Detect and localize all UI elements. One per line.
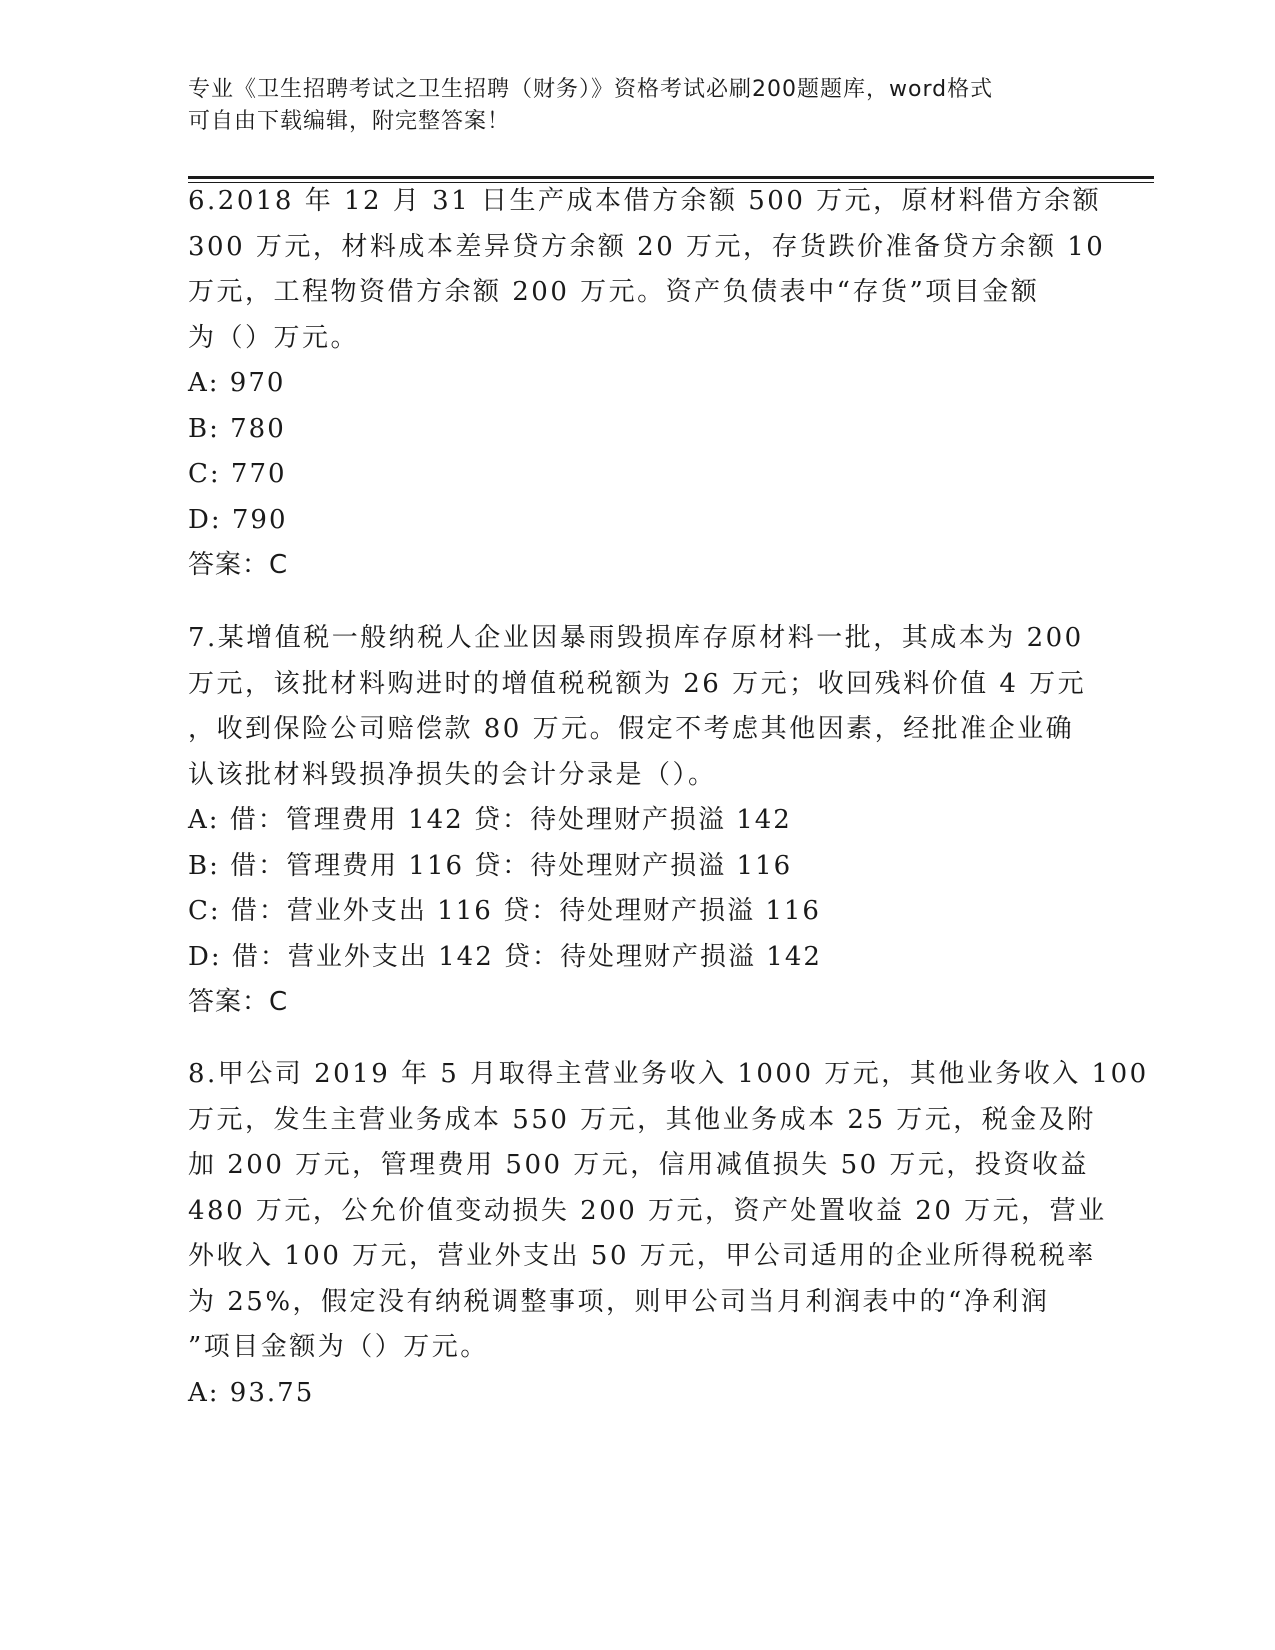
option-c: C: 借：营业外支出 116 贷：待处理财产损溢 116 <box>188 896 821 926</box>
answer-label: 答案：C <box>188 550 289 580</box>
question-text-line: 为（）万元。 <box>188 322 360 353</box>
question-8 <box>188 1052 1149 1416</box>
option-a: A: 970 <box>188 368 286 398</box>
question-text-line: 480 万元，公允价值变动损失 200 万元，资产处置收益 20 万元，营业 <box>188 1195 1107 1226</box>
option-d: D: 790 <box>188 504 288 535</box>
question-7 <box>188 616 1088 1026</box>
header-line-1: 专业《卫生招聘考试之卫生招聘（财务）》资格考试必刷200题题库，word格式 <box>188 77 994 102</box>
question-text-line: ，收到保险公司赔偿款 80 万元。假定不考虑其他因素，经批准企业确 <box>188 714 1075 744</box>
header-line-2: 可自由下载编辑，附完整答案！ <box>188 109 511 134</box>
question-text-line: 万元，工程物资借方余额 200 万元。资产负债表中“存货”项目金额 <box>188 277 1040 307</box>
question-text-line: 万元，发生主营业务成本 550 万元，其他业务成本 25 万元，税金及附 <box>188 1104 1096 1135</box>
option-d: D: 借：营业外支出 142 贷：待处理财产损溢 142 <box>188 941 822 972</box>
option-b: B: 借：管理费用 116 贷：待处理财产损溢 116 <box>188 850 793 881</box>
question-text-line: 6.2018 年 12 月 31 日生产成本借方余额 500 万元，原材料借方余额 <box>188 186 1102 216</box>
question-text-line: 7.某增值税一般纳税人企业因暴雨毁损库存原材料一批，其成本为 200 <box>188 623 1084 653</box>
question-text-line: 为 25%，假定没有纳税调整事项，则甲公司当月利润表中的“净利润 <box>188 1286 1050 1317</box>
question-text-line: 8.甲公司 2019 年 5 月取得主营业务收入 1000 万元，其他业务收入 100 <box>188 1059 1149 1089</box>
question-text-line: ”项目金额为（）万元。 <box>188 1332 489 1362</box>
question-text-line: 外收入 100 万元，营业外支出 50 万元，甲公司适用的企业所得税税率 <box>188 1241 1096 1271</box>
option-b: B: 780 <box>188 413 286 444</box>
question-text-line: 万元，该批材料购进时的增值税税额为 26 万元；收回残料价值 4 万元 <box>188 668 1087 699</box>
option-c: C: 770 <box>188 459 287 489</box>
question-text-line: 加 200 万元，管理费用 500 万元，信用减值损失 50 万元，投资收益 <box>188 1150 1089 1180</box>
answer-label: 答案：C <box>188 987 289 1017</box>
question-6 <box>188 179 1106 589</box>
question-text-line: 认该批材料毁损净损失的会计分录是（）。 <box>188 759 717 790</box>
document-header <box>188 74 1088 138</box>
option-a: A: 93.75 <box>188 1377 315 1408</box>
question-text-line: 300 万元，材料成本差异贷方余额 20 万元，存货跌价准备贷方余额 10 <box>188 231 1106 262</box>
option-a: A: 借：管理费用 142 贷：待处理财产损溢 142 <box>188 805 792 835</box>
